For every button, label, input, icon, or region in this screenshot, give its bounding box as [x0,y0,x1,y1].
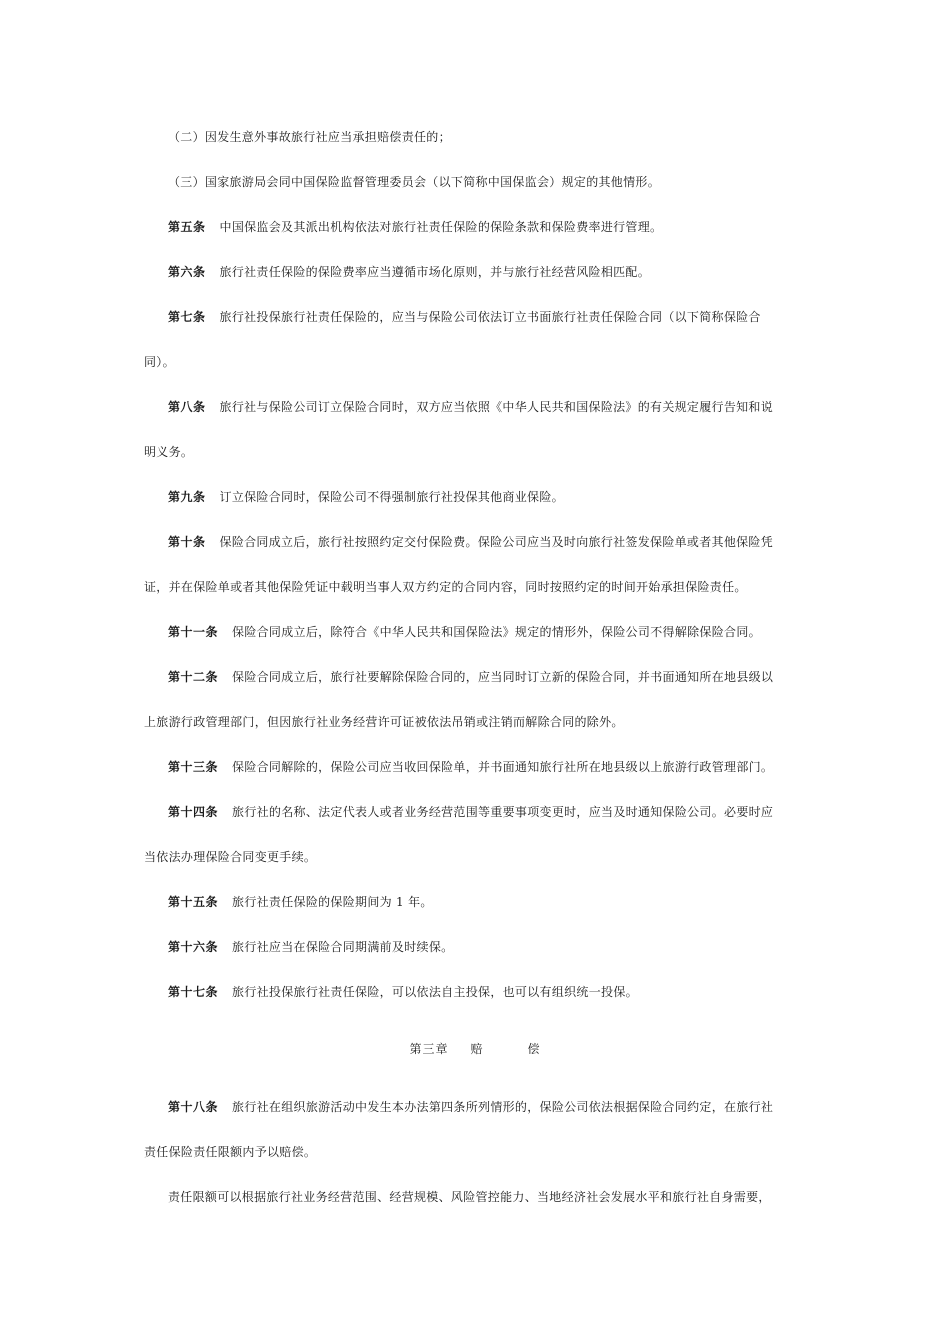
article-9: 第九条 订立保险合同时，保险公司不得强制旅行社投保其他商业保险。 [168,490,564,504]
article-label: 第九条 [168,490,206,504]
article-label: 第八条 [168,400,206,414]
article-13: 第十三条 保险合同解除的，保险公司应当收回保险单，并书面通知旅行社所在地县级以上旅游行政管理部门。 [168,760,774,774]
clause-line: （三）国家旅游局会同中国保险监督管理委员会（以下简称中国保监会）规定的其他情形。 [168,175,661,189]
article-12-continued: 上旅游行政管理部门，但因旅行社业务经营许可证被依法吊销或注销而解除合同的除外。 [144,715,624,729]
article-18: 第十八条 旅行社在组织旅游活动中发生本办法第四条所列情形的，保险公司依法根据保险合同约定，在旅行社 [168,1100,774,1114]
article-label: 第十条 [168,535,206,549]
clause-line: 责任限额可以根据旅行社业务经营范围、经营规模、风险管控能力、当地经济社会发展水平和旅行社自身需要， [168,1190,771,1204]
article-5: 第五条 中国保监会及其派出机构依法对旅行社责任保险的保险条款和保险费率进行管理。 [168,220,663,234]
article-label: 第十六条 [168,940,219,954]
article-label: 第十三条 [168,760,219,774]
article-14: 第十四条 旅行社的名称、法定代表人或者业务经营范围等重要事项变更时，应当及时通知保险公司。必要时应 [168,805,774,819]
article-label: 第六条 [168,265,206,279]
article-15: 第十五条 旅行社责任保险的保险期间为 1 年。 [168,895,433,909]
article-7: 第七条 旅行社投保旅行社责任保险的，应当与保险公司依法订立书面旅行社责任保险合同（以下简称保险合 [168,310,761,324]
article-10: 第十条 保险合同成立后，旅行社按照约定交付保险费。保险公司应当及时向旅行社签发保险单或者其他保险凭 [168,535,774,549]
article-16: 第十六条 旅行社应当在保险合同期满前及时续保。 [168,940,454,954]
article-11: 第十一条 保险合同成立后，除符合《中华人民共和国保险法》规定的情形外，保险公司不得解除保险合同。 [168,625,761,639]
article-label: 第十五条 [168,895,219,909]
article-6: 第六条 旅行社责任保险的保险费率应当遵循市场化原则，并与旅行社经营风险相匹配。 [168,265,651,279]
article-label: 第十一条 [168,625,219,639]
article-label: 第十七条 [168,985,219,999]
article-label: 第十四条 [168,805,219,819]
chapter-heading: 第三章 赔 偿 [409,1042,541,1056]
article-18-continued: 责任保险责任限额内予以赔偿。 [144,1145,317,1159]
article-label: 第七条 [168,310,206,324]
article-8: 第八条 旅行社与保险公司订立保险合同时，双方应当依照《中华人民共和国保险法》的有关规定履行告知和说 [168,400,774,414]
article-10-continued: 证，并在保险单或者其他保险凭证中载明当事人双方约定的合同内容，同时按照约定的时间开始承担保险责任。 [144,580,747,594]
clause-line: （二）因发生意外事故旅行社应当承担赔偿责任的； [168,130,451,144]
article-8-continued: 明义务。 [144,445,194,459]
article-14-continued: 当依法办理保险合同变更手续。 [144,850,317,864]
article-label: 第十二条 [168,670,219,684]
article-17: 第十七条 旅行社投保旅行社责任保险，可以依法自主投保，也可以有组织统一投保。 [168,985,638,999]
article-7-continued: 同）。 [144,355,175,369]
article-12: 第十二条 保险合同成立后，旅行社要解除保险合同的，应当同时订立新的保险合同，并书面通知所在地县级以 [168,670,774,684]
article-label: 第十八条 [168,1100,219,1114]
article-label: 第五条 [168,220,206,234]
